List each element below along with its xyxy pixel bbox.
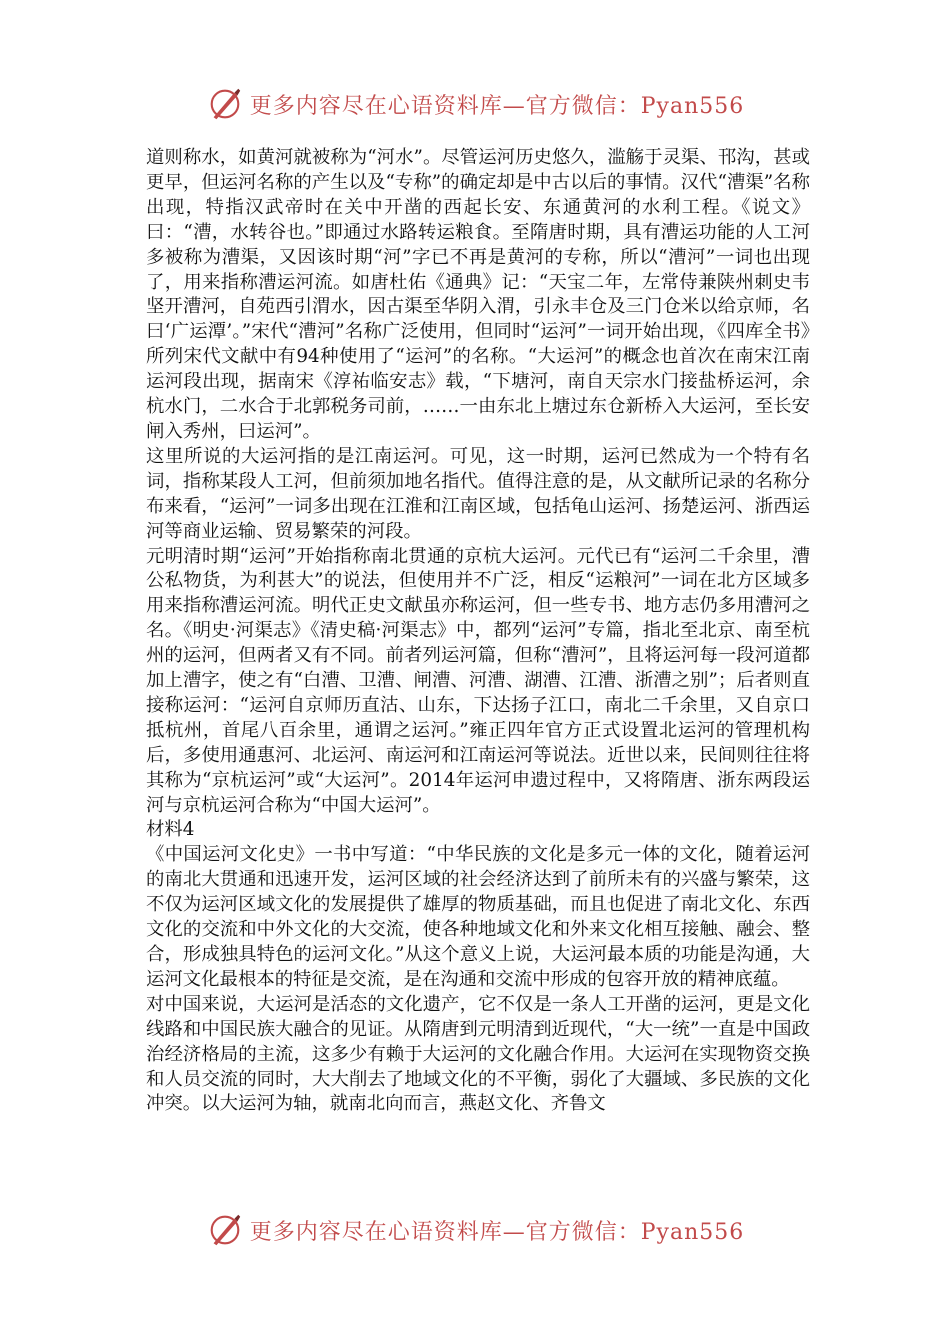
- paragraph: 对中国来说，大运河是活态的文化遗产，它不仅是一条人工开凿的运河，更是文化线路和中国民族大融合的见证。从隋唐到元明清到近现代，“大一统”一直是中国政治经济格局的主流，这多少有赖于大运河的文化融合作用。大运河在实现物资交换和人员交流的同时，大大削去了地域文化的不平衡，弱化了大疆域、多民族的文化冲突。以大运河为轴，就南北向而言，燕赵文化、齐鲁文: [146, 993, 810, 1115]
- section-heading: 材料4: [146, 819, 195, 841]
- paragraph: 《中国运河文化史》一书中写道：“中华民族的文化是多元一体的文化，随着运河的南北大贯通和迅速开发，运河区域的社会经济达到了前所未有的兴盛与繁荣，这不仅为运河区域文化的发展提供了雄厚的物质基础，而且也促进了南北文化、东西文化的交流和中外文化的大交流，使各种地域文化和外来文化相互接触、融会、整合，形成独具特色的运河文化。”从这个意义上说，大运河最本质的功能是沟通，大运河文化最根本的特征是交流，是在沟通和交流中形成的包容开放的精神底蕴。: [146, 844, 810, 990]
- watermark-text: 更多内容尽在心语资料库—官方微信：Pyan556: [249, 93, 745, 119]
- footer-watermark: [0, 1208, 950, 1252]
- pen-in-circle-logo-icon: [206, 1211, 244, 1249]
- watermark-text: 更多内容尽在心语资料库—官方微信：Pyan556: [249, 1219, 745, 1245]
- paragraph: 道则称水，如黄河就被称为“河水”。尽管运河历史悠久，滥觞于灵渠、邗沟，甚或更早，但运河名称的产生以及“专称”的确定却是中古以后的事情。汉代“漕渠”名称出现，特指汉武帝时在关中开凿的西起长安、东通黄河的水利工程。《说文》曰：“漕，水转谷也。”即通过水路转运粮食。至隋唐时期，具有漕运功能的人工河多被称为漕渠，又因该时期“河”字已不再是黄河的专称，所以“漕河”一词也出现了，用来指称漕运河流。如唐杜佑《通典》记：“天宝二年，左常侍兼陕州刺史韦坚开漕河，自苑西引渭水，因古渠至华阴入渭，引永丰仓及三门仓米以给京师，名曰‘广运潭’。”宋代“漕河”名称广泛使用，但同时“运河”一词开始出现，《四库全书》所列宋代文献中有94种使用了“运河”的名称。“大运河”的概念也首次在南宋江南运河段出现，据南宋《淳祐临安志》载，“下塘河，南自天宗水门接盐桥运河，余杭水门，二水合于北郭税务司前，……一由东北上塘过东仓新桥入大运河，至长安闸入秀州，曰运河”。: [146, 147, 810, 442]
- header-watermark: [0, 82, 950, 126]
- paragraph: 这里所说的大运河指的是江南运河。可见，这一时期，运河已然成为一个特有名词，指称某段人工河，但前须加地名指代。值得注意的是，从文献所记录的名称分布来看，“运河”一词多出现在江淮和江南区域，包括龟山运河、扬楚运河、浙西运河等商业运输、贸易繁荣的河段。: [146, 445, 810, 542]
- document-body: [146, 146, 810, 1117]
- paragraph: 元明清时期“运河”开始指称南北贯通的京杭大运河。元代已有“运河二千余里，漕公私物货，为利甚大”的说法，但使用并不广泛，相反“运粮河”一词在北方区域多用来指称漕运河流。明代正史文献虽亦称运河，但一些专书、地方志仍多用漕河之名。《明史·河渠志》《清史稿·河渠志》中，都列“运河”专篇，指北至北京、南至杭州的运河，但两者又有不同。前者列运河篇，但称“漕河”，且将运河每一段河道都加上漕字，使之有“白漕、卫漕、闸漕、河漕、湖漕、江漕、浙漕之别”；后者则直接称运河：“运河自京师历直沽、山东，下达扬子江口，南北二千余里，又自京口抵杭州，首尾八百余里，通谓之运河。”雍正四年官方正式设置北运河的管理机构后，多使用通惠河、北运河、南运河和江南运河等说法。近世以来，民间则往往将其称为“京杭运河”或“大运河”。2014年运河申遗过程中，又将隋唐、浙东两段运河与京杭运河合称为“中国大运河”。: [146, 545, 810, 816]
- pen-in-circle-logo-icon: [206, 85, 244, 123]
